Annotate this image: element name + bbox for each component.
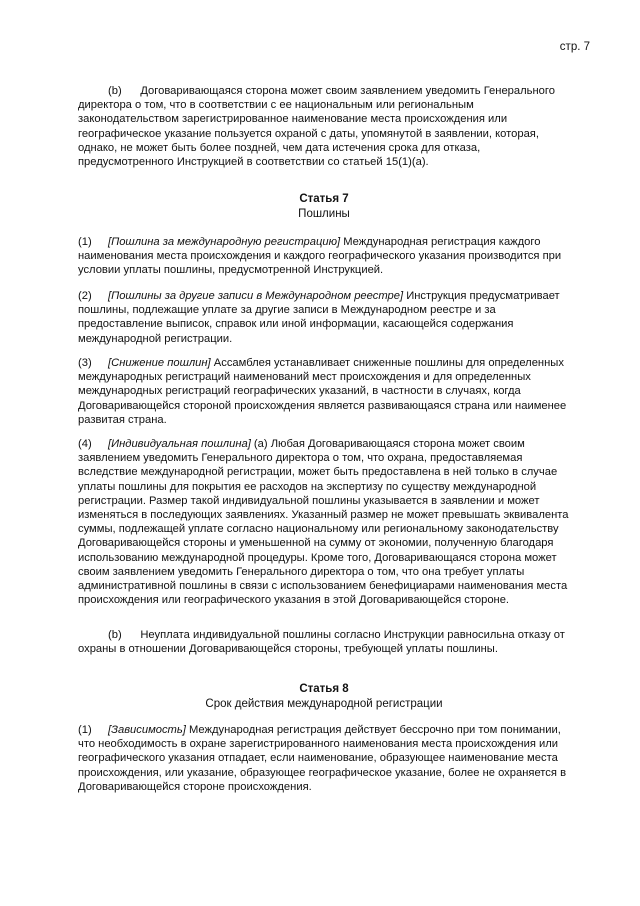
article-8-heading: [78, 682, 570, 711]
article-7-paragraph-2: [78, 289, 570, 346]
paragraph-b-continuation: [78, 84, 570, 169]
paragraph-text: Неуплата индивидуальной пошлины согласно Инструкции равносильна отказу от охраны в отношении Договаривающейся стороны, требующей уплаты пошлины.: [78, 629, 565, 656]
article-title: Статья 8: [299, 683, 349, 695]
paragraph-heading: [Пошлины за другие записи в Международном реестре]: [108, 290, 404, 302]
paragraph-text: Инструкция предусматривает пошлины, подлежащие уплате за другие записи в Международном реестре и за предоставление выписок, справок или иной информации, касающейся содержания международной регистрации.: [78, 290, 560, 345]
article-7-heading: [78, 192, 570, 221]
paragraph-heading: [Снижение пошлин]: [108, 357, 211, 369]
article-7-paragraph-4: [78, 437, 570, 607]
article-8-paragraph-1: [78, 723, 570, 794]
paragraph-heading: [Пошлина за международную регистрацию]: [108, 236, 341, 248]
paragraph-text: Международная регистрация действует бессрочно при том понимании, что необходимость в охране зарегистрированного наименования места происхождения или географического указания отпадает, если наименование, образующее наименование места происхождения, или указание, образующее географическое указание, более не охраняется в Договаривающейся стороне происхождения.: [78, 724, 567, 793]
paragraph-text: Договаривающаяся сторона может своим заявлением уведомить Генерального директора о том, что в соответствии с ее национальным или региональным законодательством зарегистрированное наименование места происхождения или географическое указание пользуется охраной с даты, упомянутой в заявлении, которая, однако, не может быть более поздней, чем дата истечения срока для отказа, предусмотренного Инструкцией в соответствии со статьей 15(1)(a).: [78, 85, 555, 169]
paragraph-text: Международная регистрация каждого наименования места происхождения и каждого географического указания производится при условии уплаты пошлины, предусмотренной Инструкцией.: [78, 236, 562, 277]
page-number: стр. 7: [559, 41, 590, 53]
paragraph-label: (b): [108, 629, 122, 641]
article-title: Статья 7: [299, 193, 349, 205]
article-subtitle: Срок действия международной регистрации: [205, 697, 443, 710]
paragraph-number: (2): [78, 290, 92, 302]
paragraph-number: (4): [78, 438, 92, 450]
paragraph-number: (3): [78, 357, 92, 369]
article-7-paragraph-1: [78, 235, 570, 278]
article-7-paragraph-4b: [78, 628, 570, 656]
paragraph-label: (b): [108, 85, 122, 97]
paragraph-text: Ассамблея устанавливает сниженные пошлины для определенных международных регистраций наименований мест происхождения и для определенных международных регистраций географических указаний, в частности в случаях, когда Договаривающейся стороной происхождения является развивающаяся страна или наименее развитая страна.: [78, 357, 567, 426]
paragraph-heading: [Зависимость]: [108, 724, 186, 736]
article-subtitle: Пошлины: [298, 207, 350, 220]
article-7-paragraph-3: [78, 356, 570, 427]
paragraph-text: (a) Любая Договаривающаяся сторона может своим заявлением уведомить Генерального директора о том, что охрана, предоставляемая вследствие международной регистрации, может быть предоставлена в ней только в случае уплаты пошлины для покрытия ее расходов на экспертизу по существу международной регистрации. Размер такой индивидуальной пошлины указывается в заявлении и может изменяться в последующих заявлениях. Указанный размер не может превышать эквивалента суммы, подлежащей уплате согласно национальному или региональному законодательству Договаривающейся стороны и уменьшенной на сумму от экономии, полученную благодаря использованию международной процедуры. Кроме того, Договаривающаяся сторона может своим заявлением уведомить Генерального директора о том, что она требует уплаты административной пошлины в связи с использованием бенефициарами наименования места происхождения или географического указания в этой Договаривающейся стороне.: [78, 438, 569, 607]
paragraph-number: (1): [78, 236, 92, 248]
paragraph-number: (1): [78, 724, 92, 736]
paragraph-heading: [Индивидуальная пошлина]: [108, 438, 251, 450]
